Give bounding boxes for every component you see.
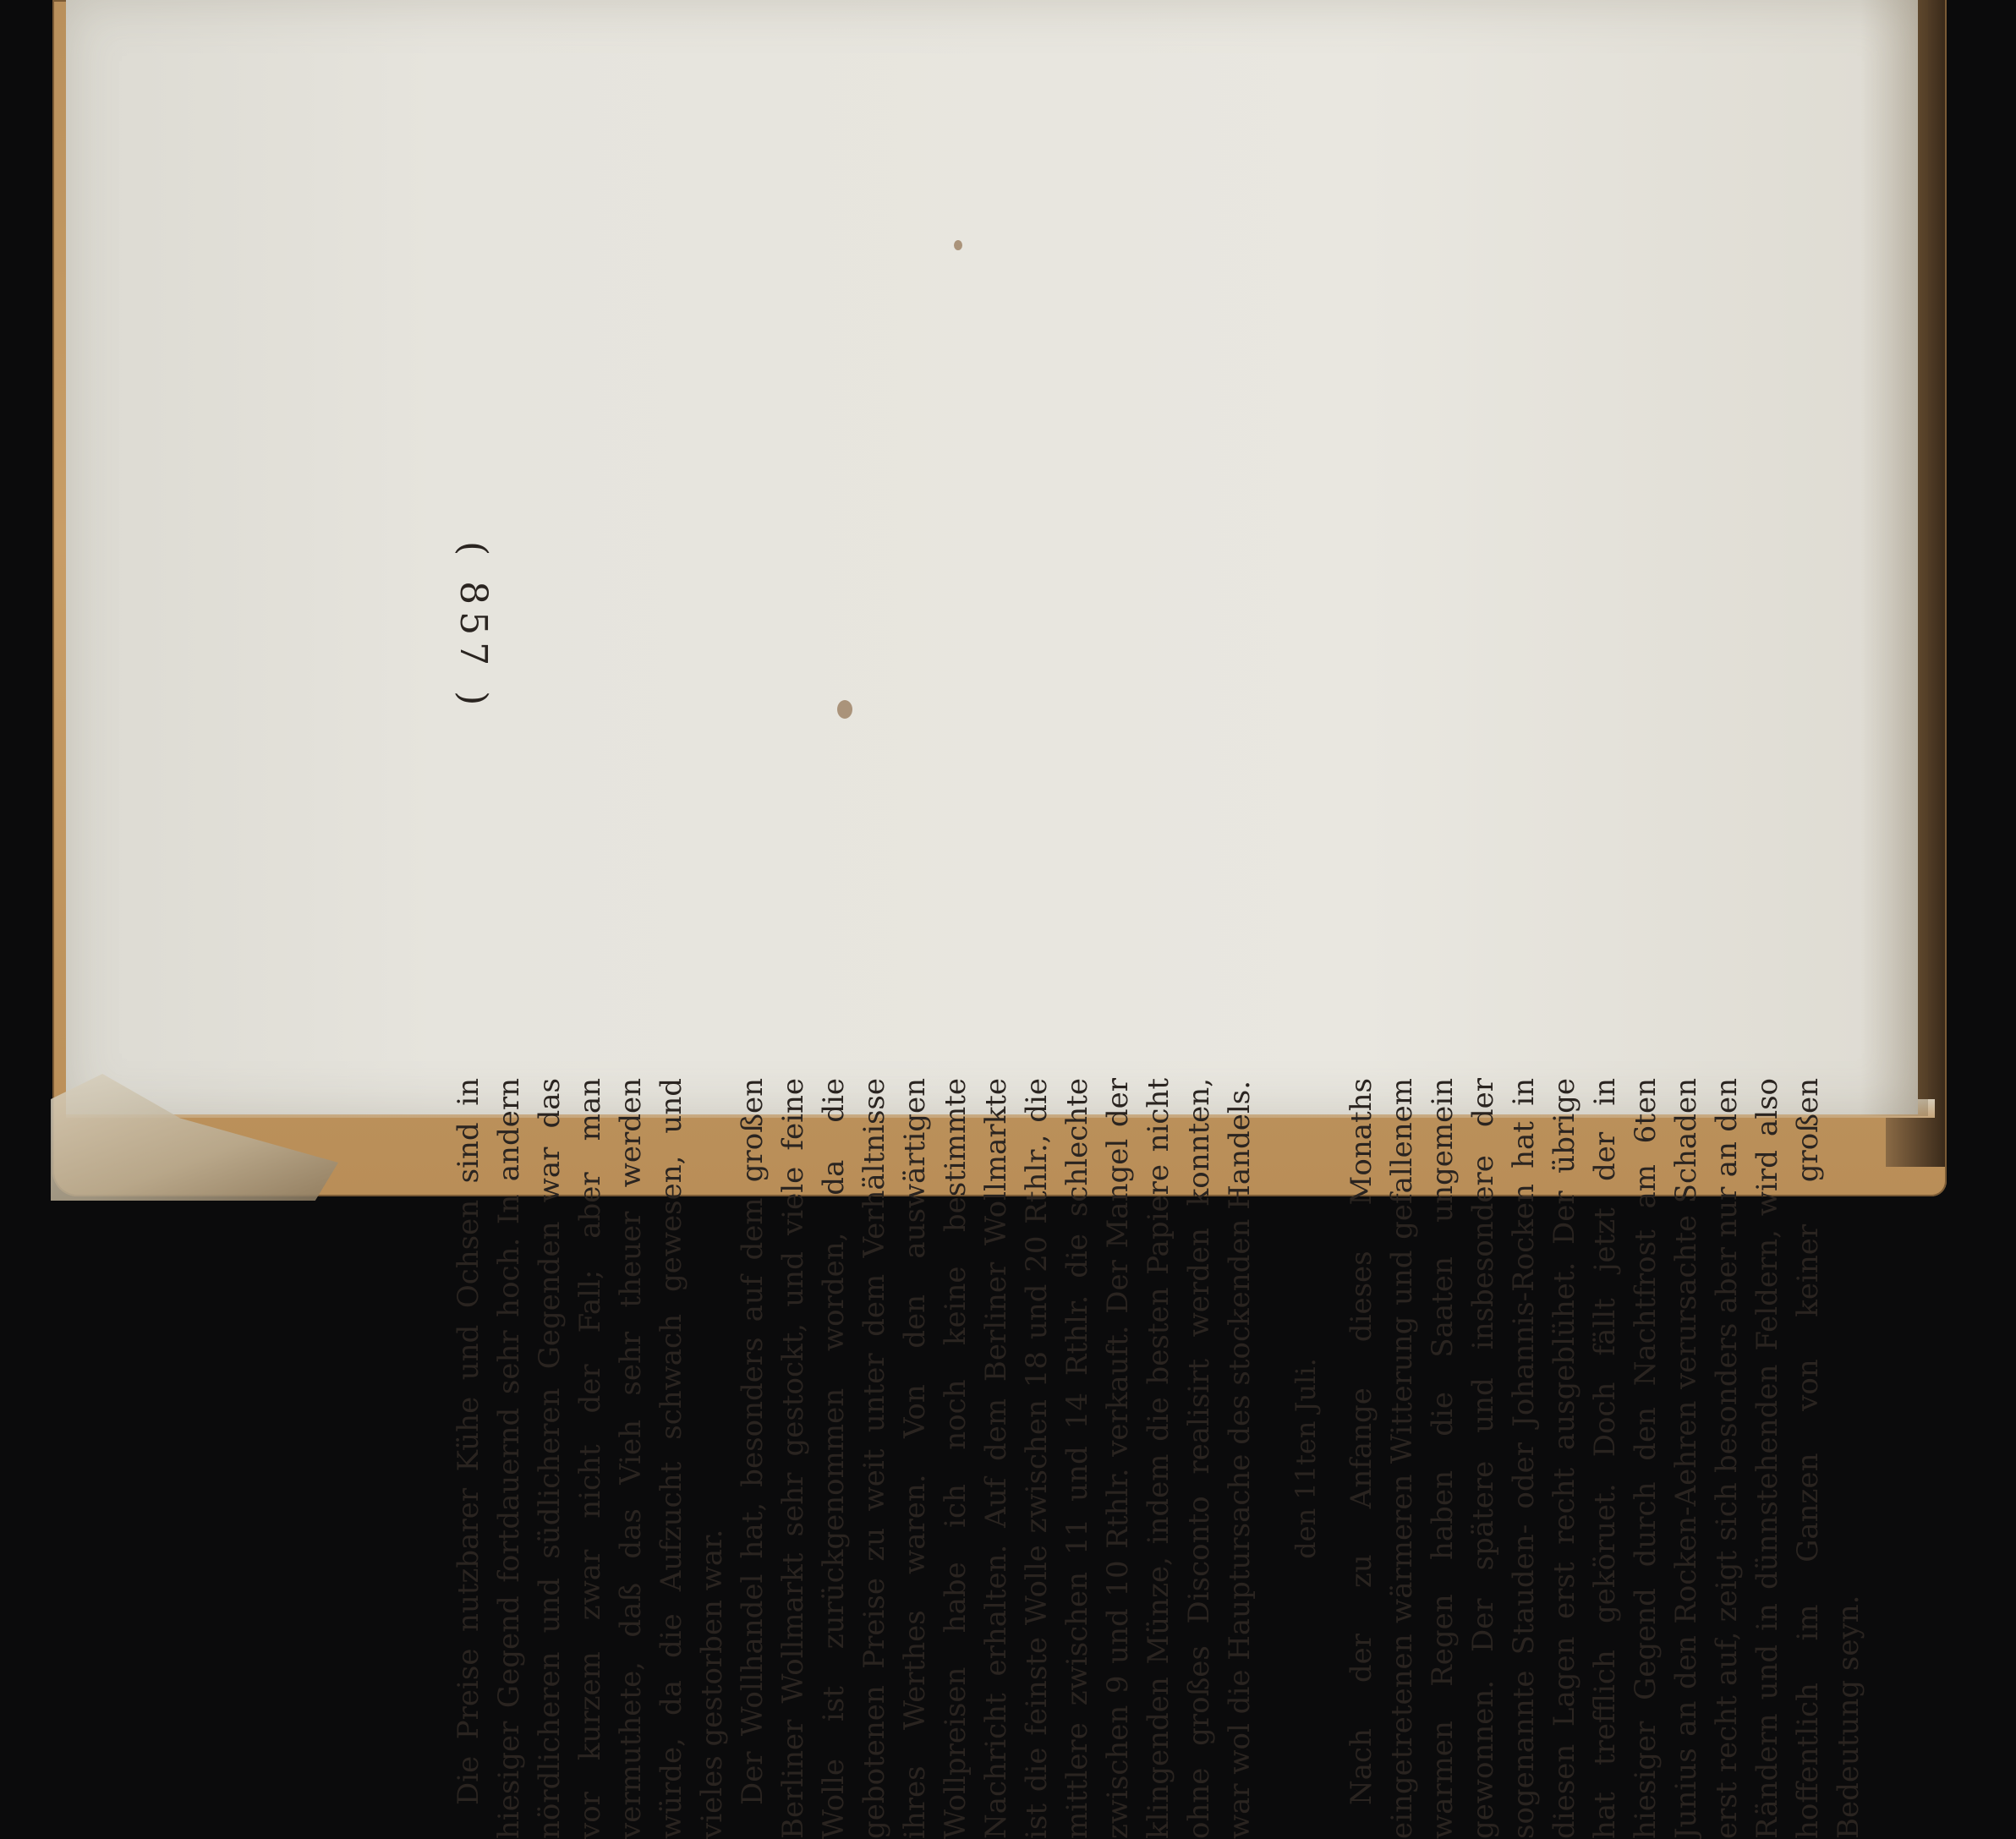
book-page [66,0,1918,1114]
page-text [448,1078,1869,1839]
paragraph: Der Wollhandel hat, besonders auf dem großen Berliner Wollmarkt sehr gestockt, und viele feine Wolle ist zurückgenommen worden, da die gebotenen Preise zu weit unter dem Verhältnisse ihres Werthes waren. Von den auswärtigen Wollpreisen habe ich noch keine bestimmte Nachricht erhalten. Auf dem Berliner Wollmarkte ist die feinste Wolle zwischen 18 und 20 Rthlr., die mittlere zwischen 11 und 14 Rthlr. die schlechte zwischen 9 und 10 Rthlr. verkauft. Der Mangel der klingenden Münze, indem die besten Papiere nicht ohne großes Disconto realisirt werden konnten, war wol die Hauptursache des stockenden Handels. [736,1078,1257,1839]
ink-smudge [954,240,962,250]
page-number: ( 857 ) [452,541,495,713]
paragraph: Die Preise nutzbarer Kühe und Ochsen sind in hiesiger Gegend fortdauernd sehr hoch. In andern nördlicheren und südlicheren Gegenden war das vor kurzem zwar nicht der Fall; aber man vermuthete, daß das Vieh sehr theuer werden würde, da die Aufzucht schwach gewesen, und vieles gestorben war. [452,1078,729,1839]
paragraph: Nach der zu Anfange dieses Monaths eingetretenen wärmeren Witterung und gefallenem warmen Regen haben die Saaten ungemein gewonnen. Der spätere und insbesondere der sogenannte Stauden- oder Johannis-Rocken hat in diesen Lagen erst recht ausgeblühet. Der übrige hat trefflich geköruet. Doch fällt jetzt der in hiesiger Gegend durch den Nachtfrost am 6ten Junius an den Rocken-Aehren verursachte Schaden erst recht auf, zeigt sich besonders aber nur an den Rändern und in dünnstehenden Feldern, wird also hoffentlich im Ganzen von keiner großen Bedeutung seyn. [1345,1078,1865,1839]
rotated-text-area [448,1078,1865,1839]
ink-smudge [837,700,852,719]
gutter-shadow [1860,0,1928,1116]
section-heading: den 11ten Juli. [1290,1358,1322,1559]
